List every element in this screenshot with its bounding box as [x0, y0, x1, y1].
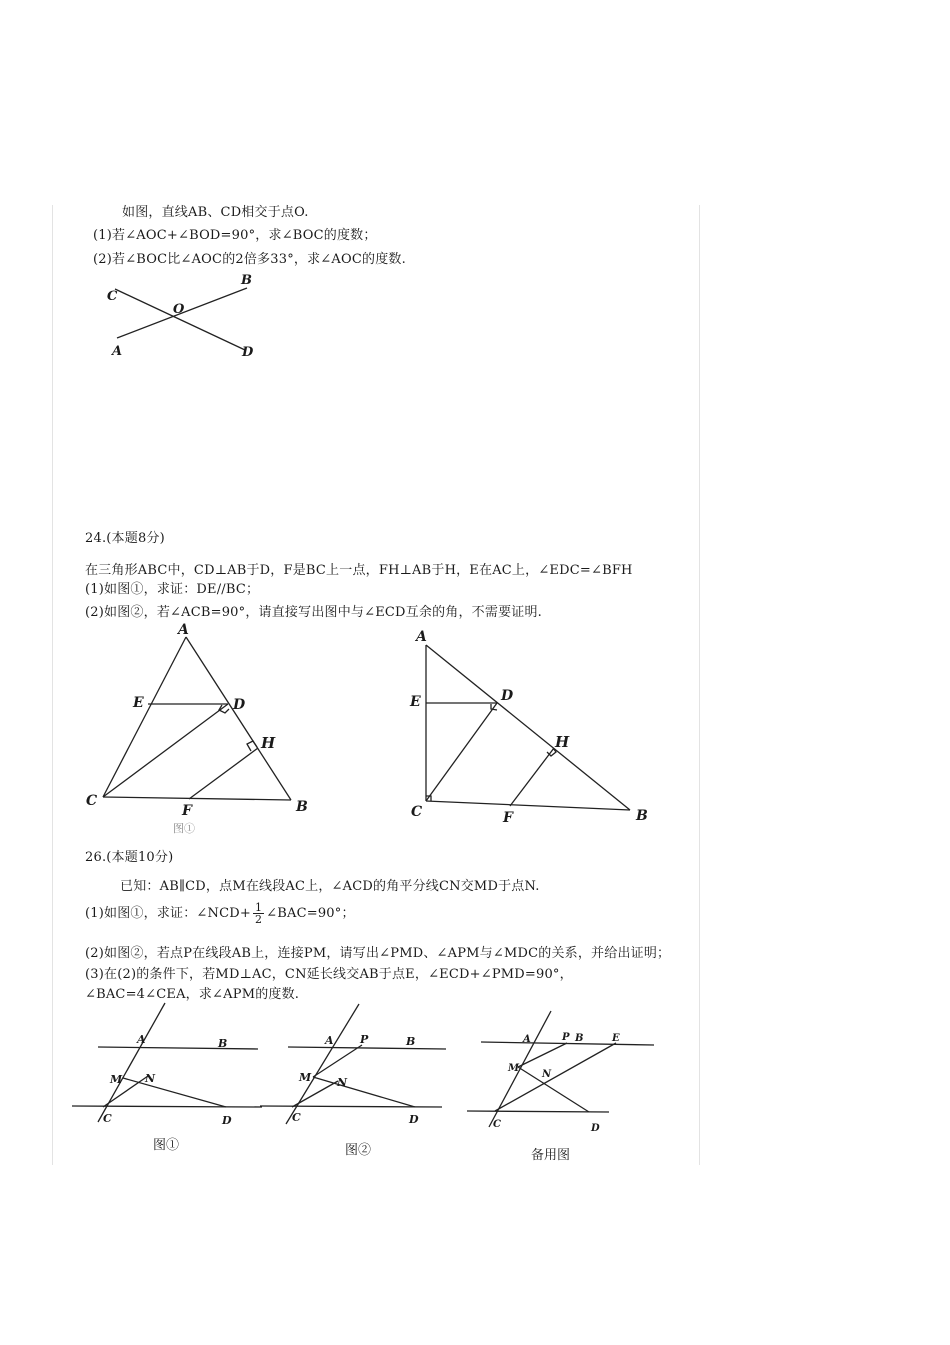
fig2-label-b: B: [636, 808, 648, 824]
fig1-label-d: D: [233, 697, 246, 713]
q26-part1-pre: (1)如图①，求证：∠NCD+: [85, 906, 251, 921]
fraction-numerator: 1: [254, 901, 263, 914]
f1-label-m: M: [110, 1073, 123, 1086]
fig2-label-h: H: [555, 733, 570, 751]
f1-label-n: N: [145, 1072, 156, 1085]
label-o: O: [173, 302, 185, 317]
fig1-caption: 图①: [173, 822, 195, 835]
q24-header: 24.(本题8分): [85, 531, 165, 546]
f1-caption: 图①: [153, 1138, 180, 1153]
f1-label-d: D: [222, 1114, 232, 1127]
q24-stem: 在三角形ABC中，CD⊥AB于D，F是BC上一点，FH⊥AB于H，E在AC上，∠EDC=∠BFH: [85, 563, 633, 578]
f3-label-a: A: [523, 1034, 531, 1045]
fig2-label-d: D: [501, 688, 514, 704]
f2-label-a: A: [325, 1034, 334, 1047]
f3-label-n: N: [542, 1069, 552, 1080]
q26-part3-line2: ∠BAC=4∠CEA，求∠APM的度数.: [85, 987, 300, 1002]
fig2-label-c: C: [411, 804, 423, 820]
fig1-label-b: B: [296, 799, 308, 815]
label-c: C: [107, 289, 118, 304]
f2-label-p: P: [360, 1033, 369, 1046]
f3-label-e: E: [612, 1033, 620, 1044]
fig1-label-e: E: [133, 695, 144, 711]
f1-label-c: C: [103, 1112, 112, 1125]
fig1-label-h: H: [261, 734, 276, 752]
fig2-label-a: A: [416, 629, 427, 645]
fig2-label-f: F: [503, 810, 513, 826]
q24-part1: (1)如图①，求证：DE//BC；: [85, 582, 260, 597]
q24-part2: (2)如图②，若∠ACB=90°，请直接写出图中与∠ECD互余的角，不需要证明.: [85, 605, 543, 620]
q26-header: 26.(本题10分): [85, 850, 174, 865]
label-b: B: [241, 273, 252, 288]
q23-part2: (2)若∠BOC比∠AOC的2倍多33°，求∠AOC的度数.: [93, 252, 406, 267]
f1-label-a: A: [137, 1033, 146, 1046]
q26-part2: (2)如图②，若点P在线段AB上，连接PM，请写出∠PMD、∠APM与∠MDC的关系，并给出证明；: [85, 946, 671, 961]
q26-given: 已知：AB∥CD，点M在线段AC上，∠ACD的角平分线CN交MD于点N.: [120, 879, 540, 894]
q23-intro: 如图，直线AB、CD相交于点O.: [122, 205, 309, 220]
f3-label-b: B: [575, 1033, 584, 1044]
f2-label-b: B: [406, 1035, 416, 1048]
f2-label-n: N: [337, 1076, 348, 1089]
fig2-label-e: E: [410, 694, 421, 710]
f3-label-c: C: [493, 1119, 501, 1130]
fraction-denominator: 2: [254, 913, 263, 926]
q26-part3-line1: (3)在(2)的条件下，若MD⊥AC，CN延长线交AB于点E，∠ECD+∠PMD=90°，: [85, 967, 573, 982]
q26-part1-post: ∠BAC=90°；: [266, 906, 355, 921]
f2-label-d: D: [409, 1113, 419, 1126]
label-a: A: [112, 344, 123, 359]
fig1-label-c: C: [86, 793, 98, 809]
f3-label-m: M: [508, 1063, 520, 1074]
fig1-label-f: F: [182, 803, 192, 819]
q23-part1: (1)若∠AOC+∠BOD=90°，求∠BOC的度数；: [93, 228, 377, 243]
f2-caption: 图②: [345, 1143, 372, 1158]
f3-caption: 备用图: [531, 1148, 571, 1163]
label-d: D: [242, 345, 254, 360]
f2-label-c: C: [292, 1111, 301, 1124]
f1-label-b: B: [218, 1037, 228, 1050]
f3-label-d: D: [591, 1123, 600, 1134]
fig1-label-a: A: [178, 622, 189, 638]
f3-label-p: P: [562, 1032, 570, 1043]
f2-label-m: M: [299, 1071, 312, 1084]
